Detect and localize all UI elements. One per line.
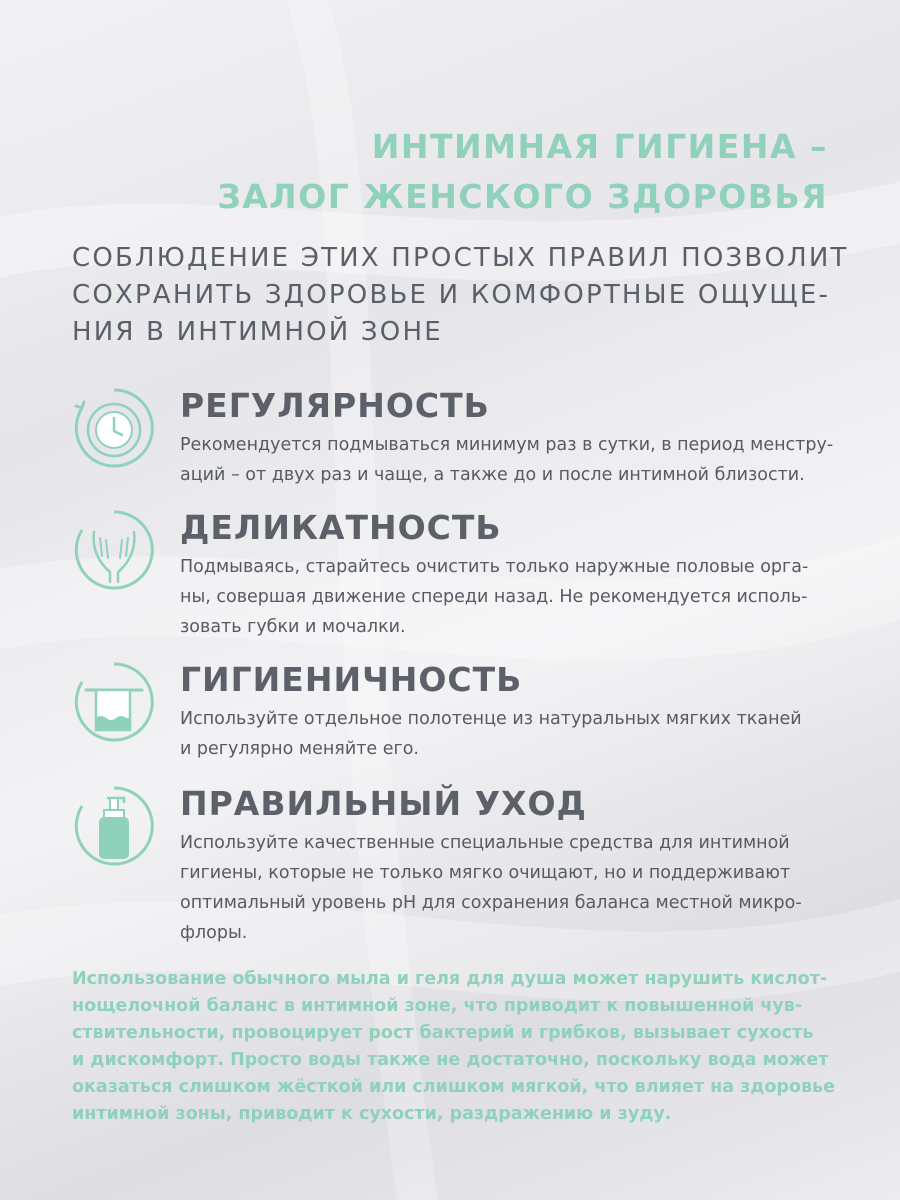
rule-heading: ДЕЛИКАТНОСТЬ bbox=[180, 508, 502, 547]
subtitle bbox=[72, 240, 849, 351]
subtitle-line: СОБЛЮДЕНИЕ ЭТИХ ПРОСТЫХ ПРАВИЛ ПОЗВОЛИТ bbox=[72, 243, 849, 273]
rule-text-line: Используйте качественные специальные средства для интимной bbox=[180, 833, 790, 853]
rule-text-line: Подмываясь, старайтесь очистить только наружные половые орга- bbox=[180, 557, 809, 577]
rule-text bbox=[180, 552, 808, 642]
rule-text-line: ны, совершая движение спереди назад. Не рекомендуется исполь- bbox=[180, 587, 808, 607]
note-line: нощелочной баланс в интимной зоне, что приводит к повышенной чув- bbox=[72, 996, 803, 1016]
rule-text-line: и регулярно меняйте его. bbox=[180, 739, 419, 759]
rule-heading: ПРАВИЛЬНЫЙ УХОД bbox=[180, 784, 587, 823]
title-line: ИНТИМНАЯ ГИГИЕНА – bbox=[371, 127, 828, 166]
note-line: оказаться слишком жёсткой или слишком мягкой, что влияет на здоровье bbox=[72, 1077, 835, 1097]
clock-icon bbox=[72, 386, 156, 470]
rule-text bbox=[180, 430, 833, 490]
rule-text-line: гигиены, которые не только мягко очищают, но и поддерживают bbox=[180, 863, 791, 883]
rule-text bbox=[180, 828, 802, 948]
soap-bottle-icon bbox=[72, 784, 156, 868]
note-line: и дискомфорт. Просто воды также не достаточно, поскольку вода может bbox=[72, 1050, 829, 1070]
rule-heading: РЕГУЛЯРНОСТЬ bbox=[180, 386, 490, 425]
page-title bbox=[217, 122, 828, 222]
hands-icon bbox=[72, 508, 156, 592]
closing-note bbox=[72, 966, 835, 1128]
towel-icon bbox=[72, 660, 156, 744]
title-line: ЗАЛОГ ЖЕНСКОГО ЗДОРОВЬЯ bbox=[217, 177, 828, 216]
note-line: Использование обычного мыла и геля для душа может нарушить кислот- bbox=[72, 969, 828, 989]
subtitle-line: НИЯ В ИНТИМНОЙ ЗОНЕ bbox=[72, 317, 443, 347]
rule-text-line: Рекомендуется подмываться минимум раз в сутки, в период менстру- bbox=[180, 435, 834, 455]
rule-heading: ГИГИЕНИЧНОСТЬ bbox=[180, 660, 523, 699]
rule-text bbox=[180, 704, 802, 764]
note-line: ствительности, провоцирует рост бактерий и грибков, вызывает сухость bbox=[72, 1023, 814, 1043]
rule-text-line: флоры. bbox=[180, 923, 248, 943]
rule-text-line: зовать губки и мочалки. bbox=[180, 617, 406, 637]
note-line: интимной зоны, приводит к сухости, раздражению и зуду. bbox=[72, 1104, 672, 1124]
rule-text-line: Используйте отдельное полотенце из натуральных мягких тканей bbox=[180, 709, 802, 729]
rule-text-line: оптимальный уровень pH для сохранения баланса местной микро- bbox=[180, 893, 802, 913]
rule-text-line: аций – от двух раз и чаще, а также до и после интимной близости. bbox=[180, 465, 805, 485]
subtitle-line: СОХРАНИТЬ ЗДОРОВЬЕ И КОМФОРТНЫЕ ОЩУЩЕ- bbox=[72, 280, 831, 310]
